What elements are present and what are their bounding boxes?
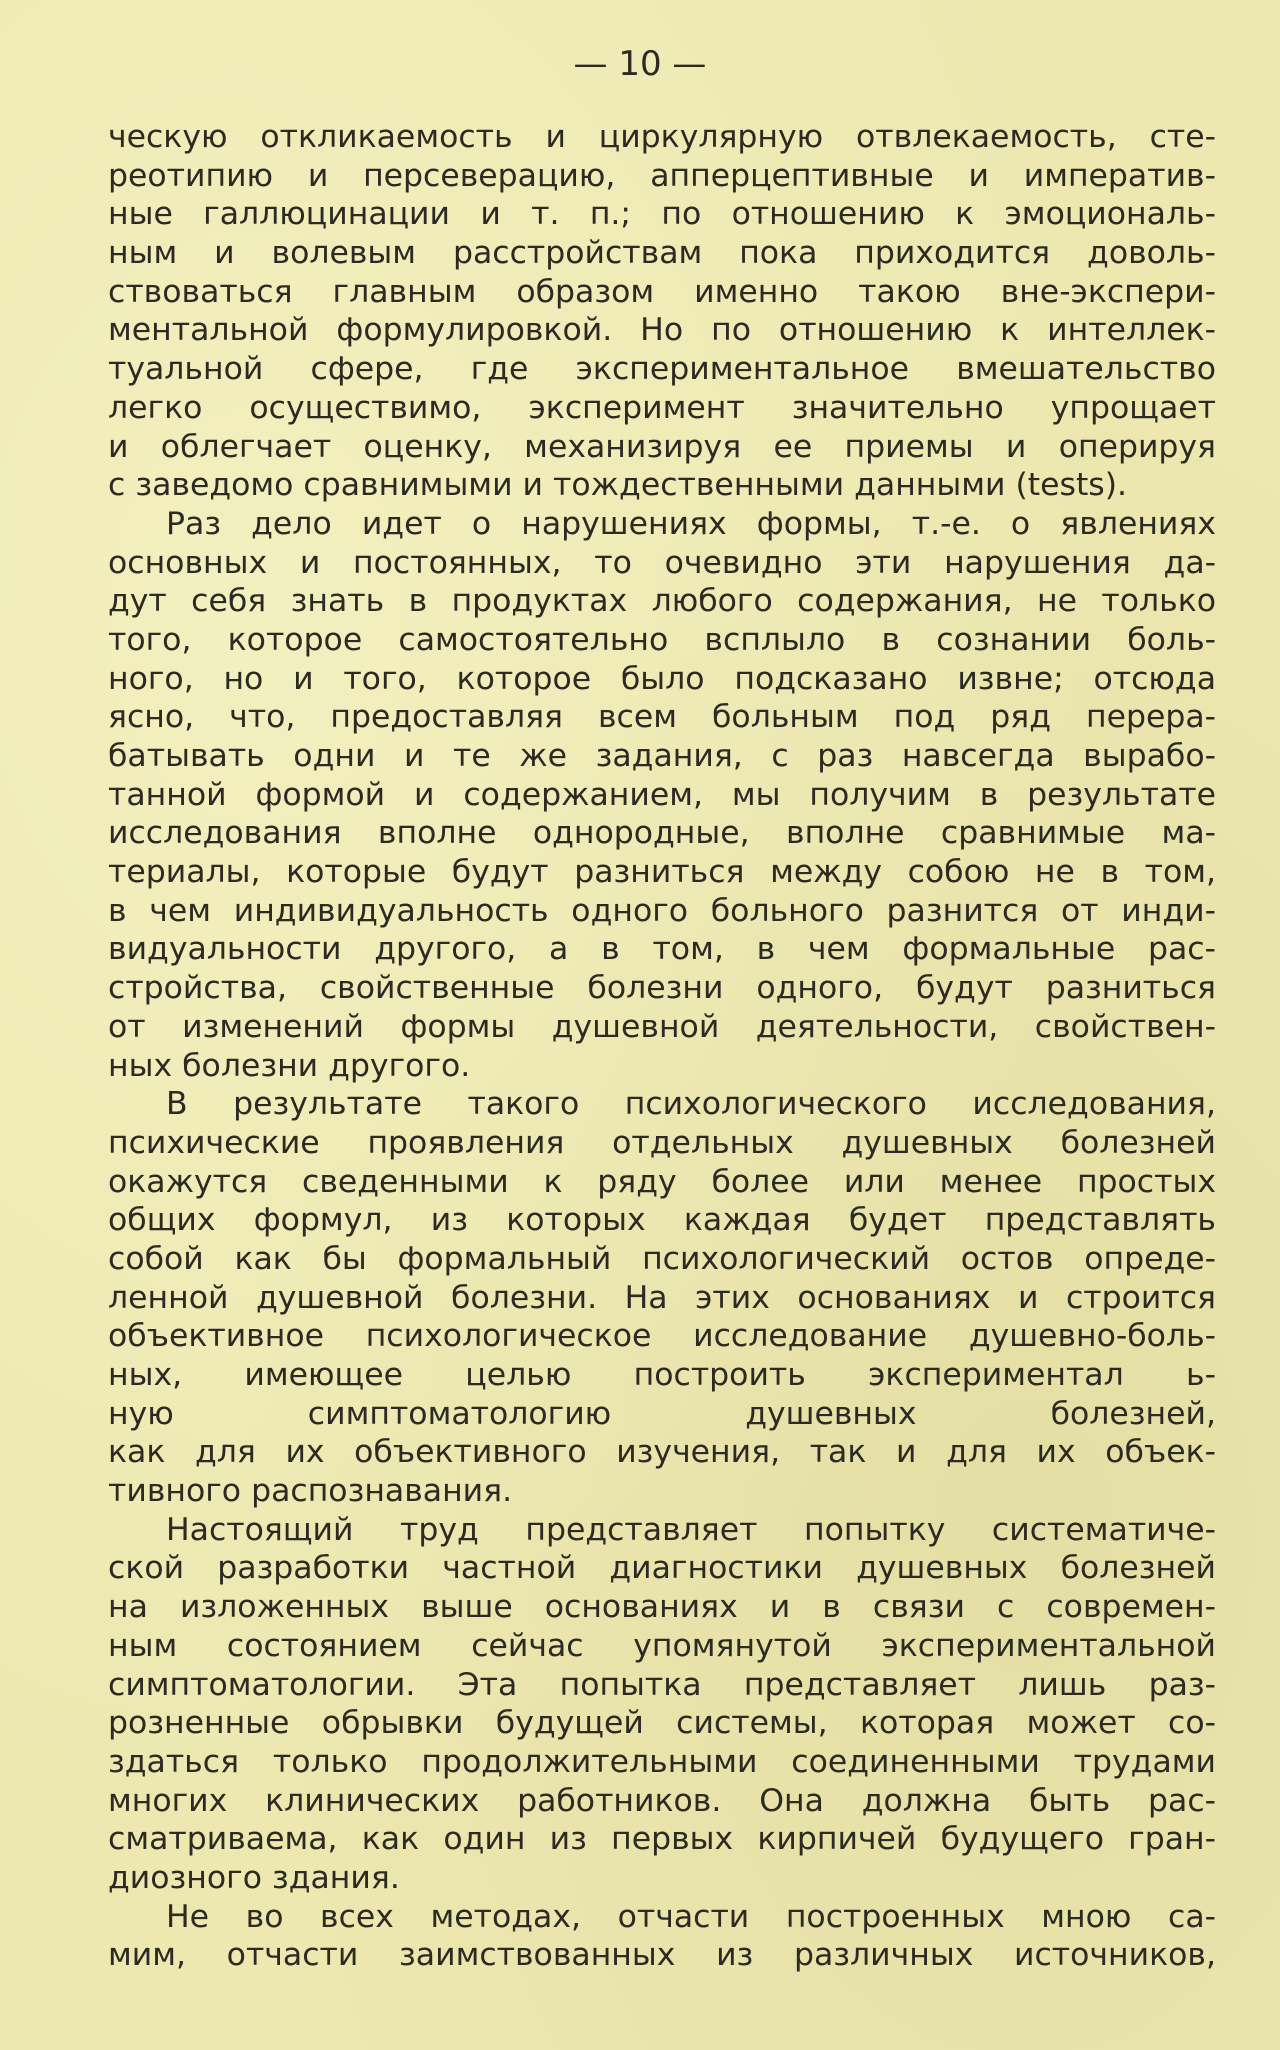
body-text xyxy=(108,118,1216,1975)
text-line: симптоматологии. Эта попытка представляет лишь раз- xyxy=(108,1666,1216,1703)
text-line: Раз дело идет о нарушениях формы, т.-е. о явлениях xyxy=(166,505,1216,542)
text-line: ческую откликаемость и циркулярную отвлекаемость, сте- xyxy=(108,119,1216,155)
text-line: и облегчает оценку, механизируя ее приемы и оперируя xyxy=(108,428,1216,465)
paragraph xyxy=(108,505,1216,1085)
text-line: как для их объективного изучения, так и для их объек- xyxy=(108,1434,1216,1471)
text-line: многих клинических работников. Она должна быть рас- xyxy=(108,1782,1216,1819)
text-line: ментальной формулировкой. Но по отношению к интеллек- xyxy=(108,312,1216,349)
text-line: окажутся сведенными к ряду более или менее простых xyxy=(108,1163,1216,1200)
text-line: того, которое самостоятельно всплыло в сознании боль- xyxy=(108,621,1216,658)
text-line: ской разработки частной диагностики душевных болезней xyxy=(108,1550,1216,1587)
text-line: реотипию и персеверацию, апперцептивные и императив- xyxy=(108,157,1216,194)
text-line: ным состоянием сейчас упомянутой экспериментальной xyxy=(108,1627,1216,1664)
text-line: легко осуществимо, эксперимент значительно упрощает xyxy=(108,389,1216,426)
text-line: сматриваема, как один из первых кирпичей будущего гран- xyxy=(108,1821,1216,1858)
text-line: на изложенных выше основаниях и в связи с современ- xyxy=(108,1589,1216,1626)
text-line: В результате такого психологического исследования, xyxy=(166,1086,1216,1123)
text-line: объективное психологическое исследование душевно-боль- xyxy=(108,1318,1216,1355)
text-line: с заведомо сравнимыми и тождественными данными (tests). xyxy=(108,467,1128,504)
text-line: ного, но и того, которое было подсказано извне; отсюда xyxy=(108,660,1216,697)
text-line: туальной сфере, где экспериментальное вмешательство xyxy=(108,351,1216,388)
text-line: розненные обрывки будущей системы, которая может со- xyxy=(108,1705,1216,1742)
paragraph xyxy=(108,1898,1216,1975)
text-line: ясно, что, предоставляя всем больным под ряд перера- xyxy=(108,699,1216,736)
text-line: мим, отчасти заимствованных из различных источников, xyxy=(108,1937,1216,1974)
text-line: стройства, свойственные болезни одного, будут разниться xyxy=(108,970,1216,1007)
text-line: общих формул, из которых каждая будет представлять xyxy=(108,1202,1216,1239)
paragraph xyxy=(108,1511,1216,1898)
text-line: ных, имеющее целью построить экспериментал ь- xyxy=(108,1357,1216,1393)
text-line: дут себя знать в продуктах любого содержания, не только xyxy=(108,583,1216,620)
text-line: териалы, которые будут разниться между собою не в том, xyxy=(108,854,1216,891)
text-line: ствоваться главным образом именно такою вне-экспери- xyxy=(108,273,1216,310)
text-line: здаться только продолжительными соединенными трудами xyxy=(108,1743,1216,1780)
text-line: видуальности другого, а в том, в чем формальные рас- xyxy=(108,931,1216,968)
text-line: основных и постоянных, то очевидно эти нарушения да- xyxy=(108,544,1216,581)
text-line: Настоящий труд представляет попытку систематиче- xyxy=(166,1511,1216,1548)
text-line: ных болезни другого. xyxy=(108,1047,471,1084)
paragraph xyxy=(108,118,1216,505)
page-number: — 10 — xyxy=(573,44,707,84)
text-line: ные галлюцинации и т. п.; по отношению к эмоциональ- xyxy=(108,196,1216,233)
text-line: ным и волевым расстройствам пока приходится доволь- xyxy=(108,235,1216,272)
text-line: Не во всех методах, отчасти построенных мною са- xyxy=(166,1898,1216,1935)
text-line: собой как бы формальный психологический остов опреде- xyxy=(108,1240,1216,1277)
text-line: в чем индивидуальность одного больного разнится от инди- xyxy=(108,892,1216,929)
text-line: от изменений формы душевной деятельности, свойствен- xyxy=(108,1008,1216,1045)
text-line: диозного здания. xyxy=(108,1859,400,1896)
paragraph xyxy=(108,1085,1216,1511)
text-line: психические проявления отдельных душевных болезней xyxy=(108,1124,1216,1161)
text-line: тивного распознавания. xyxy=(108,1473,513,1510)
text-line: ную симптоматологию душевных болезней, xyxy=(108,1395,1216,1432)
text-line: батывать одни и те же задания, с раз навсегда вырабо- xyxy=(108,738,1216,774)
text-line: ленной душевной болезни. На этих основаниях и строится xyxy=(108,1279,1216,1316)
text-line: танной формой и содержанием, мы получим в результате xyxy=(108,776,1216,813)
text-line: исследования вполне однородные, вполне сравнимые ма- xyxy=(108,815,1216,852)
